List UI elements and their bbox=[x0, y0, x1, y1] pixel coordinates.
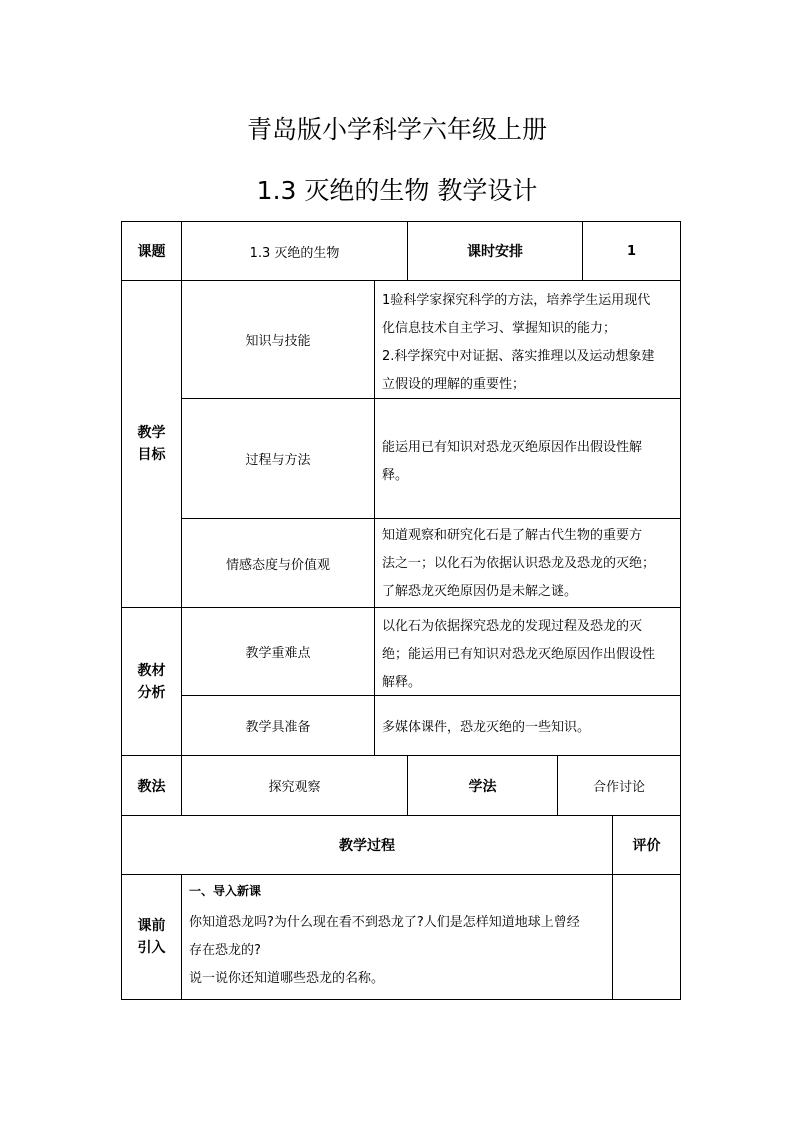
teaching-aids-label: 教学具准备 bbox=[245, 720, 311, 735]
evaluation-header: 评价 bbox=[632, 838, 661, 854]
intro-evaluation-cell bbox=[613, 875, 680, 999]
knowledge-skills-text: 1验科学家探究科学的方法，培养学生运用现代 化信息技术自主学习、掌握知识的能力； 2.科学探究中对证据、落实推理以及运动想象建 立假设的理解的重要性； bbox=[382, 293, 655, 392]
teaching-process-header: 教学过程 bbox=[339, 838, 395, 854]
document-title: 青岛版小学科学六年级上册 bbox=[246, 115, 547, 144]
topic-value: 1.3 灭绝的生物 bbox=[249, 245, 340, 261]
topic-label: 课题 bbox=[137, 244, 166, 260]
document-subtitle: 1.3 灭绝的生物 教学设计 bbox=[256, 176, 538, 205]
emotion-values-label: 情感态度与价值观 bbox=[225, 557, 330, 573]
emotion-values-text: 知道观察和研究化石是了解古代生物的重要方 法之一；以化石为依据认识恐龙及恐龙的灭绝； 了解恐龙灭绝原因仍是未解之谜。 bbox=[382, 528, 656, 599]
teaching-aids-text: 多媒体课件，恐龙灭绝的一些知识。 bbox=[382, 720, 591, 735]
process-methods-text: 能运用已有知识对恐龙灭绝原因作出假设性解 释。 bbox=[382, 440, 643, 483]
intro-text: 你知道恐龙吗?为什么现在看不到恐龙了?人们是怎样知道地球上曾经 存在恐龙的? 说一说你还知道哪些恐龙的名称。 bbox=[189, 915, 580, 986]
process-methods-label: 过程与方法 bbox=[245, 453, 311, 468]
schedule-label: 课时安排 bbox=[467, 244, 523, 260]
key-points-text: 以化石为依据探究恐龙的发现过程及恐龙的灭 绝；能运用已有知识对恐龙灭绝原因作出假设性 解释。 bbox=[382, 619, 656, 690]
material-analysis-label: 教材 分析 bbox=[137, 662, 166, 701]
teaching-method-label: 教法 bbox=[137, 778, 166, 795]
learning-method-value: 合作讨论 bbox=[592, 780, 645, 795]
schedule-value: 1 bbox=[626, 243, 637, 259]
teaching-goals-label: 教学 目标 bbox=[137, 425, 166, 463]
lesson-intro-label: 课前 引入 bbox=[137, 918, 166, 956]
key-points-label: 教学重难点 bbox=[245, 646, 311, 661]
knowledge-skills-label: 知识与技能 bbox=[245, 334, 311, 349]
intro-heading: 一、导入新课 bbox=[189, 884, 262, 898]
teaching-method-value: 探究观察 bbox=[268, 780, 321, 795]
learning-method-label: 学法 bbox=[468, 778, 497, 795]
